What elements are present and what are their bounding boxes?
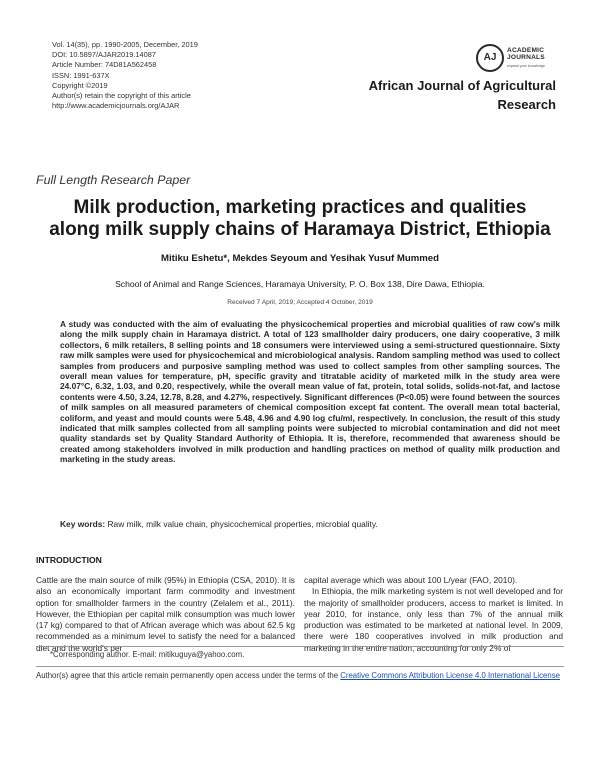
received-dates: Received 7 April, 2019; Accepted 4 October, 2019 <box>227 299 373 306</box>
affiliation: School of Animal and Range Sciences, Haramaya University, P. O. Box 138, Dire Dawa, Ethiopia. <box>115 279 485 289</box>
license-notice <box>36 671 564 682</box>
license-link[interactable]: Creative Commons Attribution License 4.0 International License <box>340 671 560 680</box>
title-line-1: Milk production, marketing practices and qualities <box>73 197 527 218</box>
authors: Mitiku Eshetu*, Mekdes Seyoum and Yesihak Yusuf Mummed <box>161 253 439 264</box>
body-column-right <box>304 575 563 654</box>
publisher-logo <box>476 44 586 74</box>
article-metadata <box>52 40 198 111</box>
keywords-label: Key words: <box>60 519 106 529</box>
logo-line-2: JOURNALS <box>507 54 545 62</box>
introduction-heading: INTRODUCTION <box>36 555 102 565</box>
paper-title <box>20 197 580 241</box>
journal-name: African Journal of Agricultural Research <box>368 78 556 112</box>
meta-rights: Author(s) retain the copyright of this article <box>52 91 191 101</box>
logo-line-1: ACADEMIC <box>507 47 545 54</box>
license-text: Author(s) agree that this article remain permanently open access under the terms of the <box>36 671 341 680</box>
meta-article-number: Article Number: 74D81A562458 <box>52 60 157 70</box>
meta-issn: ISSN: 1991-637X <box>52 70 110 80</box>
meta-doi: DOI: 10.5897/AJAR2019.14087 <box>52 50 156 60</box>
keywords <box>60 519 560 529</box>
logo-icon: AJ <box>476 44 504 72</box>
meta-copyright: Copyright ©2019 <box>52 80 108 90</box>
meta-volume: Vol. 14(35), pp. 1990-2005, December, 2019 <box>52 40 198 49</box>
paper-type: Full Length Research Paper <box>36 173 191 187</box>
paragraph: Cattle are the main source of milk (95%) in Ethiopia (CSA, 2010). It is also an economically important farm commodity and investment option for smallholder farmers in the country (Zelalem et al., 2011). However, the Ethiopian per capital milk consumption was much lower (17 kg) compared to that of African average which was about 62.5 kg recommended as a minimum level to satisfy the need for a balanced diet and the world's per <box>36 575 295 653</box>
footer-divider <box>36 646 564 647</box>
logo-wordmark <box>507 47 545 62</box>
body-column-left <box>36 575 295 654</box>
logo-tagline: expand your knowledge <box>507 64 545 68</box>
title-line-2: along milk supply chains of Haramaya District, Ethiopia <box>49 219 551 240</box>
keywords-list: Raw milk, milk value chain, physicochemical properties, microbial quality. <box>107 519 378 529</box>
abstract: A study was conducted with the aim of evaluating the physicochemical properties and microbial qualities of raw cow's milk along the milk supply chain in Haramaya district. A total of 123 smallholder dairy producers, one dairy cooperative, 3 milk collectors, 6 milk retailers, 8 selling points and 18 consumers were interviewed using a semi-structured questionnaire. Sixty raw milk samples were used for physicochemical and microbiological analysis. Random sampling method was used to collect samples from producers and purposive sampling method was used to collect samples from other sampling sources. The overall mean values for temperature, pH, specific gravity and titratable acidity of marketed milk in the study area were 24.07°C, 6.32, 1.03, and 0.20, respectively, while the overall mean value of fat, protein, total solids, solids-not-fat, and lactose contents were 4.50, 3.24, 12.78, 8.28, and 4.27%, respectively. Significant differences (P<0.05) were found between the sources of milk samples on all measured parameters of chemical composition except fat content. The overall mean total bacterial, coliform, and yeast and mould counts were 5.48, 4.96 and 4.90 log cfu/ml, respectively. In conclusion, the result of this study indicated that milk samples collected from all sampling points were subjected to microbial contamination and did not meet quality standards set by Quality Standard Authority of Ethiopia. It is, therefore, recommended that awareness should be created among stakeholders involved in milk production and handling practices on method of quality milk production and marketing in the study areas. <box>60 319 560 465</box>
paragraph: capital average which was about 100 L/year (FAO, 2010). <box>304 575 518 585</box>
paragraph: In Ethiopia, the milk marketing system is not well developed and for the majority of smallholder producers, access to market is limited. In year 2010, for instance, only less than 7% of the annual milk production was estimated to be marketed at national level. In 2009, there were 180 cooperatives involved in milk production and marketing in the entire nation, accounting for only 2% of <box>304 586 563 653</box>
footer-divider <box>36 666 564 667</box>
corresponding-author: *Corresponding author. E-mail: mitikuguya@yahoo.com. <box>50 650 245 659</box>
meta-url: http://www.academicjournals.org/AJAR <box>52 101 180 111</box>
